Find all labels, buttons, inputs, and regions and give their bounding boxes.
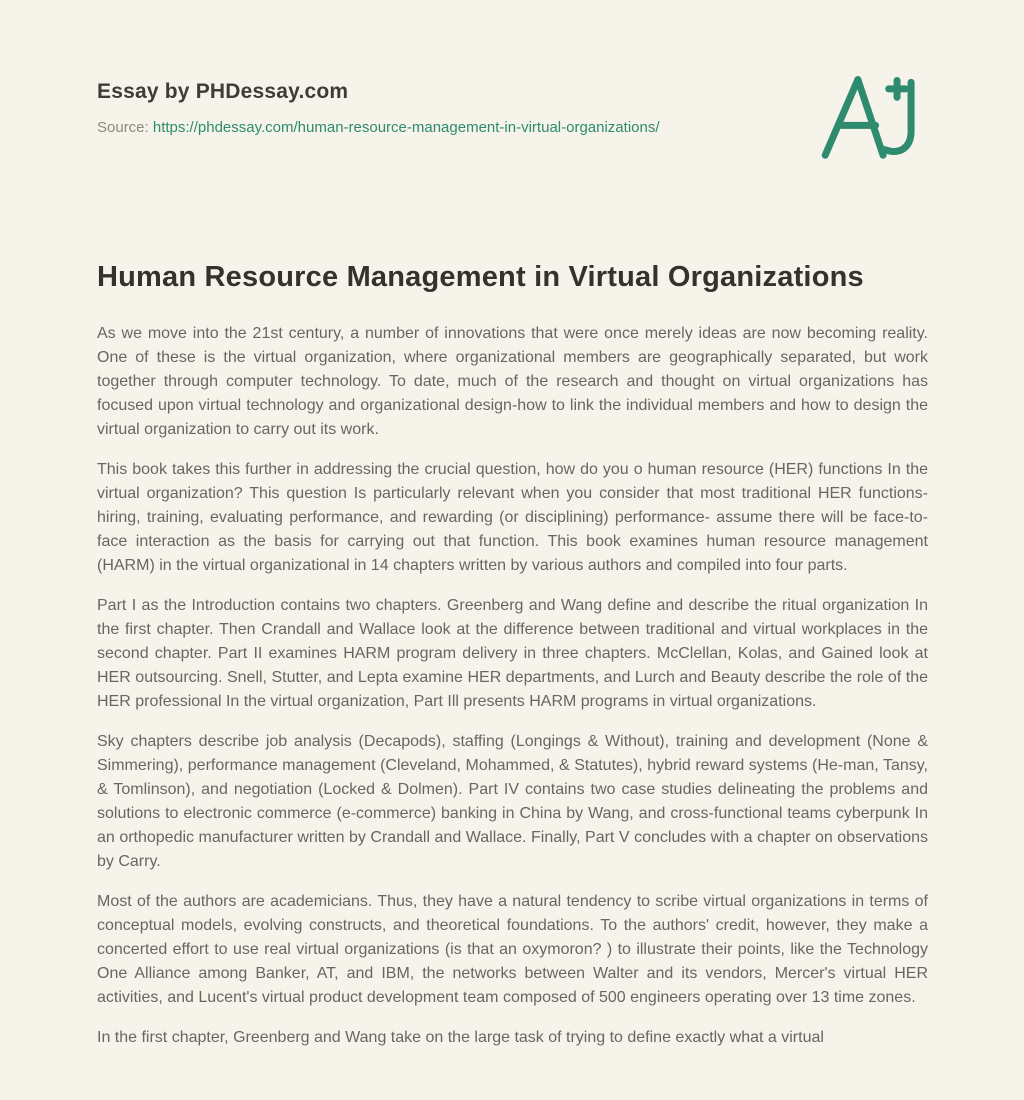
essay-paragraph: Part I as the Introduction contains two chapters. Greenberg and Wang define and describe the ritual organization In the first chapter. Then Crandall and Wallace look at the difference between traditional and virtual workplaces in the second chapter. Part II examines HARM program delivery in three chapters. McClellan, Kolas, and Gained look at HER outsourcing. Snell, Stutter, and Lepta examine HER departments, and Lurch and Beauty describe the role of the HER professional In the virtual organization, Part Ill presents HARM programs in virtual organizations.: [97, 597, 928, 710]
essay-paragraph: This book takes this further in addressing the crucial question, how do you o human resource (HER) functions In the virtual organization? This question Is particularly relevant when you consider that most traditional HER functions-hiring, training, evaluating performance, and rewarding (or disciplining) performance- assume there will be face-to-face interaction as the basis for carrying out that function. This book examines human resource management (HARM) in the virtual organizational in 14 chapters written by various authors and compiled into four parts.: [97, 461, 928, 574]
source-link[interactable]: https://phdessay.com/human-resource-management-in-virtual-organizations/: [152, 119, 660, 136]
byline: Essay by PHDessay.com: [97, 80, 349, 103]
essay-paragraph: Sky chapters describe job analysis (Decapods), staffing (Longings & Without), training and development (None & Simmering), performance management (Cleveland, Mohammed, & Statutes), hybrid reward systems (He-man, Tansy, & Tomlinson), and negotiation (Locked & Dolmen). Part IV contains two case studies delineating the problems and solutions to electronic commerce (e-commerce) banking in China by Wang, and cross-functional teams cyberpunk In an orthopedic manufacturer written by Crandall and Wallace. Finally, Part V concludes with a chapter on observations by Carry.: [97, 733, 928, 870]
essay-paragraph: In the first chapter, Greenberg and Wang take on the large task of trying to define exactly what a virtual: [97, 1029, 824, 1046]
header-text-block: [97, 78, 660, 136]
phdessay-logo-icon: [814, 68, 926, 169]
source-line: [97, 119, 660, 136]
source-label: Source:: [97, 119, 149, 136]
essay-paragraph: As we move into the 21st century, a number of innovations that were once merely ideas are now becoming reality. One of these is the virtual organization, where organizational members are geographically separated, but work together through computer technology. To date, much of the research and thought on virtual organizations has focused upon virtual technology and organizational design-how to link the individual members and how to design the virtual organization to carry out its work.: [97, 325, 928, 438]
essay-paragraph: Most of the authors are academicians. Thus, they have a natural tendency to scribe virtual organizations in terms of conceptual models, evolving constructs, and theoretical foundations. To the authors' credit, however, they make a concerted effort to use real virtual organizations (is that an oxymoron? ) to illustrate their points, like the Technology One Alliance among Banker, AT, and IBM, the networks between Walter and its vendors, Mercer's virtual HER activities, and Lucent's virtual product development team composed of 500 engineers operating over 13 time zones.: [97, 893, 928, 1006]
page-header: [97, 78, 928, 169]
essay-body: [97, 322, 928, 1050]
essay-title: Human Resource Management in Virtual Organizations: [97, 261, 864, 293]
